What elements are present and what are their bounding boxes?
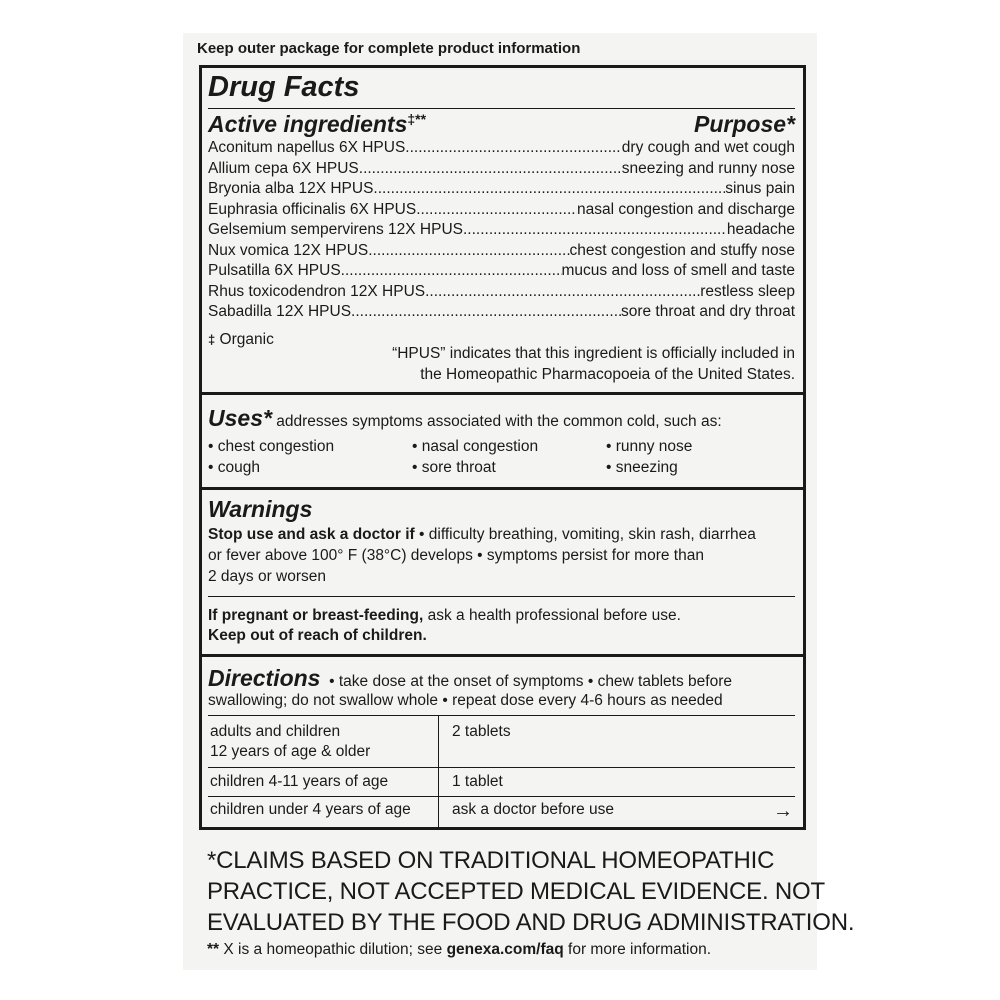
- dosage-amount: ask a doctor before use: [452, 801, 614, 818]
- ingredient-name: Nux vomica 12X HPUS: [208, 241, 369, 259]
- ingredient-name: Euphrasia officinalis 6X HPUS: [208, 200, 417, 218]
- table-row-border: [208, 767, 795, 768]
- warnings-heading: Warnings: [208, 496, 313, 522]
- uses-item: • sore throat: [412, 459, 496, 476]
- purpose-heading: Purpose*: [694, 111, 795, 137]
- drug-facts-title: Drug Facts: [208, 71, 360, 103]
- footnote-marks: **: [207, 941, 220, 958]
- ingredient-row: [208, 200, 795, 220]
- ingredient-name: Rhus toxicodendron 12X HPUS: [208, 282, 426, 300]
- directions-text: • take dose at the onset of symptoms • chew tablets before: [329, 673, 732, 690]
- active-heading-marks: ‡**: [407, 111, 427, 127]
- ingredient-row: [208, 241, 795, 261]
- leader-dots: [341, 261, 562, 281]
- hpus-line: the Homeopathic Pharmacopoeia of the United States.: [420, 366, 795, 383]
- footnote-text: X is a homeopathic dilution; see: [223, 941, 443, 958]
- leader-dots: [463, 220, 727, 240]
- ingredient-row: [208, 138, 795, 158]
- title-divider: [208, 108, 795, 109]
- warnings-divider: [208, 596, 795, 597]
- pregnant-bold: If pregnant or breast-feeding,: [208, 607, 424, 624]
- ingredient-name: Pulsatilla 6X HPUS: [208, 262, 341, 279]
- ingredient-purpose: restless sleep: [700, 282, 795, 300]
- ingredient-row: [208, 261, 795, 281]
- leader-dots: [359, 159, 622, 179]
- dosage-who: children 4-11 years of age: [210, 773, 389, 790]
- dilution-footnote: [207, 941, 711, 959]
- claims-line: EVALUATED BY THE FOOD AND DRUG ADMINISTRATION.: [207, 909, 855, 936]
- dosage-who: [210, 722, 370, 762]
- ingredient-purpose: mucus and loss of smell and taste: [561, 262, 795, 279]
- uses-intro: addresses symptoms associated with the common cold, such as:: [276, 413, 722, 430]
- stop-use-bold: Stop use and ask a doctor if: [208, 526, 415, 543]
- active-ingredients-heading: [208, 111, 426, 138]
- table-row-border: [208, 796, 795, 797]
- ingredient-purpose: sinus pain: [725, 180, 795, 197]
- uses-item: • chest congestion: [208, 438, 335, 455]
- leader-dots: [416, 200, 577, 220]
- uses-item: • cough: [208, 459, 260, 476]
- stop-use-line: • difficulty breathing, vomiting, skin rash, diarrhea: [419, 526, 756, 543]
- keep-out-text: Keep out of reach of children.: [208, 627, 427, 644]
- ingredient-row: [208, 282, 795, 302]
- ingredient-row: [208, 302, 795, 322]
- leader-dots: [405, 138, 622, 158]
- ingredient-row: [208, 220, 795, 240]
- ingredient-purpose: dry cough and wet cough: [621, 139, 795, 156]
- dosage-who: children under 4 years of age: [210, 801, 411, 818]
- pregnant-text: [208, 605, 681, 626]
- uses-item: • runny nose: [606, 438, 693, 455]
- dosage-amount: 2 tablets: [452, 723, 511, 740]
- directions-heading: Directions: [208, 665, 321, 691]
- continue-arrow-icon: →: [773, 800, 793, 822]
- directions-text: swallowing; do not swallow whole • repeat dose every 4-6 hours as needed: [208, 692, 723, 709]
- leader-dots: [368, 241, 569, 261]
- uses-item: • sneezing: [606, 459, 678, 476]
- pregnant-rest: ask a health professional before use.: [427, 607, 681, 624]
- stop-use-text: [208, 524, 795, 587]
- ingredient-name: Aconitum napellus 6X HPUS: [208, 139, 406, 156]
- package-note: Keep outer package for complete product information: [197, 40, 581, 57]
- ingredient-name: Bryonia alba 12X HPUS: [208, 180, 374, 197]
- dosage-amount: 1 tablet: [452, 773, 503, 790]
- claims-statement: [207, 845, 854, 938]
- uses-heading: Uses*: [208, 405, 272, 431]
- active-heading-text: Active ingredients: [208, 111, 408, 137]
- drug-facts-box: [199, 65, 806, 830]
- section-divider: [202, 487, 803, 490]
- dosage-who-line: adults and children: [210, 723, 341, 740]
- hpus-line: “HPUS” indicates that this ingredient is officially included in: [392, 345, 795, 362]
- organic-mark: ‡: [208, 332, 216, 347]
- ingredient-purpose: sore throat and dry throat: [620, 303, 795, 320]
- organic-note: [208, 329, 274, 350]
- claims-line: PRACTICE, NOT ACCEPTED MEDICAL EVIDENCE. NOT: [207, 878, 825, 905]
- ingredient-row: [208, 179, 795, 199]
- table-top-border: [208, 715, 795, 716]
- faq-link[interactable]: genexa.com/faq: [446, 941, 564, 958]
- section-divider: [202, 392, 803, 395]
- section-divider: [202, 654, 803, 657]
- stop-use-line: or fever above 100° F (38°C) develops • symptoms persist for more than: [208, 547, 704, 564]
- ingredient-name: Allium cepa 6X HPUS: [208, 159, 359, 177]
- ingredient-purpose: nasal congestion and discharge: [576, 200, 795, 218]
- table-column-divider: [438, 715, 439, 827]
- dosage-who-line: 12 years of age & older: [210, 743, 371, 760]
- ingredient-purpose: headache: [726, 221, 795, 238]
- ingredient-name: Gelsemium sempervirens 12X HPUS: [208, 221, 463, 238]
- hpus-note: [392, 343, 795, 385]
- claims-line: *CLAIMS BASED ON TRADITIONAL HOMEOPATHIC: [207, 847, 775, 874]
- stop-use-line: 2 days or worsen: [208, 568, 327, 585]
- leader-dots: [351, 302, 621, 322]
- uses-line: [208, 405, 722, 435]
- ingredient-name: Sabadilla 12X HPUS: [208, 303, 352, 320]
- leader-dots: [425, 282, 700, 302]
- uses-item: • nasal congestion: [412, 438, 539, 455]
- footnote-text-after: for more information.: [568, 941, 712, 958]
- ingredient-purpose: sneezing and runny nose: [621, 159, 795, 177]
- ingredient-row: [208, 159, 795, 179]
- leader-dots: [373, 179, 725, 199]
- ingredient-purpose: chest congestion and stuffy nose: [569, 241, 795, 259]
- organic-label: Organic: [219, 331, 274, 348]
